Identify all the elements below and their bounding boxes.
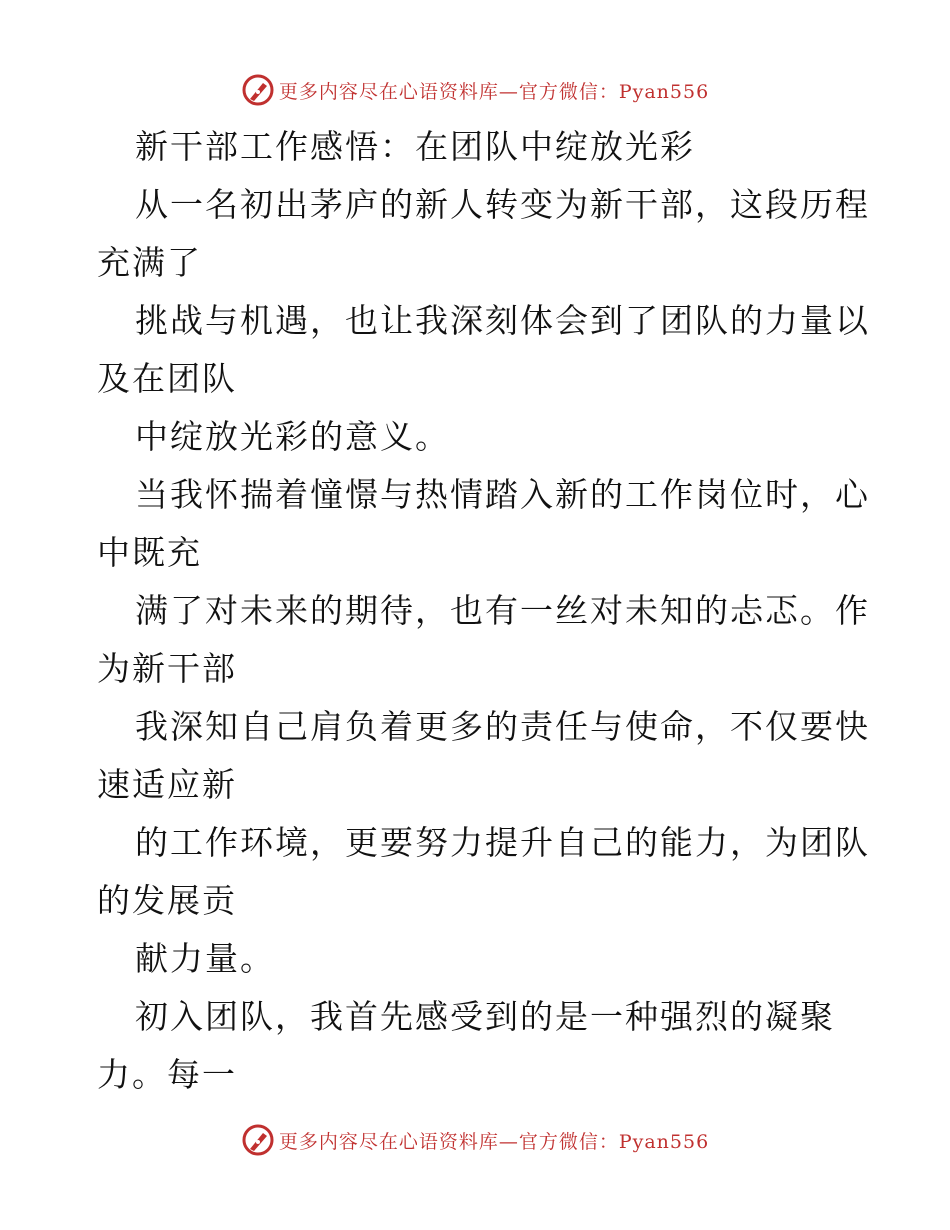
header-banner xyxy=(0,70,950,110)
footer-banner xyxy=(0,1120,950,1160)
text-line: 力。每一 xyxy=(97,1055,237,1094)
text-line: 中绽放光彩的意义。 xyxy=(135,417,450,456)
text-line: 我深知自己肩负着更多的责任与使命，不仅要快 xyxy=(135,707,870,746)
pen-nib-circle-icon xyxy=(241,1123,275,1157)
text-line: 从一名初出茅庐的新人转变为新干部，这段历程 xyxy=(135,185,870,224)
text-line: 为新干部 xyxy=(97,649,237,688)
text-line: 及在团队 xyxy=(97,359,237,398)
banner-text: 更多内容尽在心语资料库—官方微信：Pyan556 xyxy=(278,1130,710,1153)
text-line: 的发展贡 xyxy=(97,881,237,920)
text-line: 速适应新 xyxy=(97,765,237,804)
text-line: 新干部工作感悟：在团队中绽放光彩 xyxy=(135,127,695,166)
text-line: 挑战与机遇，也让我深刻体会到了团队的力量以 xyxy=(135,301,870,340)
text-line: 初入团队，我首先感受到的是一种强烈的凝聚 xyxy=(135,997,835,1036)
text-line: 中既充 xyxy=(97,533,202,572)
text-line: 的工作环境，更要努力提升自己的能力，为团队 xyxy=(135,823,870,862)
text-line: 充满了 xyxy=(97,243,202,282)
banner-text: 更多内容尽在心语资料库—官方微信：Pyan556 xyxy=(278,80,710,103)
text-line: 满了对未来的期待，也有一丝对未知的忐忑。作 xyxy=(135,591,870,630)
text-line: 当我怀揣着憧憬与热情踏入新的工作岗位时，心 xyxy=(135,475,870,514)
text-line: 献力量。 xyxy=(135,939,275,978)
pen-nib-circle-icon xyxy=(241,73,275,107)
